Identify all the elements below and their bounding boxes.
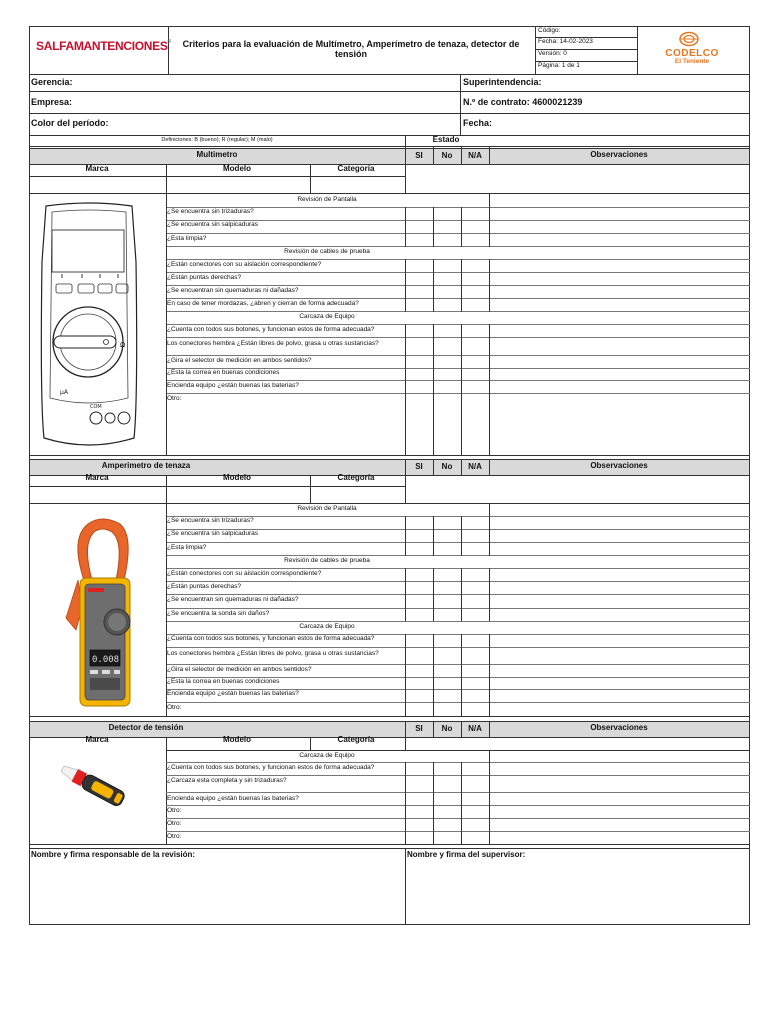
detector-q2: ¿Carcaza esta completa y sin trizaduras? (167, 777, 287, 784)
amperimetro-sec-cables: Revisión de cables de prueba (284, 557, 370, 564)
definitions-text: Definiciones: B (bueno); R (regular); M (malo) (161, 137, 273, 143)
amperimetro-q10: ¿Gira el selector de medición en ambos sentidos? (167, 666, 312, 673)
fecha-label: Fecha: (463, 118, 493, 128)
brand-logo-left: SALFA (36, 39, 74, 53)
multimetro-q3: ¿Esta limpia? (167, 235, 207, 242)
empresa-label: Empresa: (31, 97, 73, 107)
form-title-line2: tensión (334, 49, 368, 59)
amperimetro-q13: Otro: (167, 704, 182, 711)
amperimetro-sec-pantalla: Revisión de Pantalla (297, 505, 357, 512)
multimetro-q11: ¿Esta la correa en buenas condiciones (167, 369, 280, 376)
multimetro-sec-carcaza: Carcaza de Equipo (299, 313, 355, 320)
amperimetro-no-header: No (441, 462, 453, 471)
amperimetro-title: Amperimetro de tenaza (101, 461, 191, 470)
gerencia-label: Gerencia: (31, 77, 73, 87)
detector-q4: Otro: (167, 807, 182, 814)
codelco-logo-sub: El Teniente (674, 58, 710, 65)
detector-no-header: No (441, 724, 453, 733)
multimetro-q8: ¿Cuenta con todos sus botones, y funcionan estos de forma adecuada? (167, 326, 375, 333)
multimetro-modelo-header: Modelo (223, 164, 251, 173)
amperimetro-obs-header: Observaciones (590, 461, 648, 470)
amperimetro-q5: ¿Están puntas derechas? (167, 583, 242, 590)
codelco-emblem-icon (679, 31, 699, 47)
detector-title: Detector de tensión (108, 723, 184, 732)
amperimetro-q8: ¿Cuenta con todos sus botones, y funcionan estos de forma adecuada? (167, 635, 375, 642)
detector-q1: ¿Cuenta con todos sus botones, y funcionan estos de forma adecuada? (167, 764, 375, 771)
supervisor-signature-label: Nombre y firma del supervisor: (407, 850, 526, 859)
amperimetro-modelo-header: Modelo (223, 473, 251, 482)
responsible-signature-label: Nombre y firma responsable de la revisión: (31, 850, 196, 859)
detector-si-header: SI (415, 724, 423, 733)
form-title: Criterios para la evaluación de Multímetro, Amperímetro de tenaza, detector de (182, 39, 520, 49)
multimetro-q2: ¿Se encuentra sin salpicaduras (167, 221, 259, 228)
detector-categoria-header: Categoría (337, 735, 375, 744)
detector-q3: Encienda equipo ¿están buenas las baterias? (167, 795, 299, 802)
doc-page: Página: 1 de 1 (538, 62, 580, 69)
code-label: Código: (538, 27, 561, 34)
multimetro-na-header: N/A (468, 151, 482, 160)
voltage-detector-image (56, 758, 138, 816)
detector-sec-carcaza: Carcaza de Equipo (299, 752, 355, 759)
amperimetro-q3: ¿Esta limpia? (167, 544, 207, 551)
superintendencia-label: Superintendencia: (463, 77, 542, 87)
estado-header: Estado (432, 135, 460, 144)
amperimetro-na-header: N/A (468, 462, 482, 471)
multimetro-q4: ¿Están conectores con su aislación correspondiente? (167, 261, 322, 268)
amperimetro-sec-carcaza: Carcaza de Equipo (299, 623, 355, 630)
svg-text:μA: μA (60, 389, 68, 396)
multimeter-image (38, 202, 140, 450)
multimetro-categoria-header: Categoría (337, 164, 375, 173)
svg-text:COM: COM (90, 404, 102, 410)
multimetro-q12: Encienda equipo ¿están buenas las baterias? (167, 382, 299, 389)
doc-date: Fecha: 14-02-2023 (538, 38, 593, 45)
amperimetro-q2: ¿Se encuentra sin salpicaduras (167, 530, 259, 537)
multimetro-no-header: No (441, 151, 453, 160)
amperimetro-categoria-header: Categoría (337, 473, 375, 482)
detector-marca-header: Marca (85, 735, 109, 744)
amperimetro-q6: ¿Se encuentran sin quemaduras ni dañadas? (167, 596, 299, 603)
color-periodo-label: Color del período: (31, 118, 109, 128)
multimetro-sec-cables: Revisión de cables de prueba (284, 248, 370, 255)
clamp-meter-image (62, 518, 142, 712)
svg-text:0.008: 0.008 (92, 655, 120, 665)
multimetro-sec-pantalla: Revisión de Pantalla (297, 196, 357, 203)
amperimetro-si-header: SI (415, 462, 423, 471)
brand-logo-right: MANTENCIONES (73, 39, 168, 53)
detector-q6: Otro: (167, 833, 182, 840)
amperimetro-q12: Encienda equipo ¿están buenas las baterias? (167, 690, 299, 697)
detector-na-header: N/A (468, 724, 482, 733)
multimetro-q1: ¿Se encuentra sin trizaduras? (167, 208, 254, 215)
multimetro-q7: En caso de tener mordazas, ¿abren y cierran de forma adecuada? (167, 300, 359, 307)
detector-q5: Otro: (167, 820, 182, 827)
amperimetro-q4: ¿Están conectores con su aislación correspondiente? (167, 570, 322, 577)
amperimetro-q7: ¿Se encuentra la sonda sin daños? (167, 610, 270, 617)
detector-obs-header: Observaciones (590, 723, 648, 732)
multimetro-obs-header: Observaciones (590, 150, 648, 159)
multimetro-q9: Los conectores hembra ¿Están libres de polvo, grasa u otras sustancias? (167, 340, 379, 347)
codelco-logo-text: CODELCO (665, 48, 719, 59)
multimetro-title: Multimetro (196, 150, 238, 159)
amperimetro-marca-header: Marca (85, 473, 109, 482)
multimetro-si-header: SI (415, 151, 423, 160)
contract-number: N.º de contrato: 4600021239 (463, 97, 583, 107)
amperimetro-q9: Los conectores hembra ¿Están libres de polvo, grasa u otras sustancias? (167, 650, 379, 657)
amperimetro-q1: ¿Se encuentra sin trizaduras? (167, 517, 254, 524)
amperimetro-q11: ¿Esta la correa en buenas condiciones (167, 678, 280, 685)
multimetro-q5: ¿Están puntas derechas? (167, 274, 242, 281)
multimetro-marca-header: Marca (85, 164, 109, 173)
multimetro-q6: ¿Se encuentran sin quemaduras ni dañadas? (167, 287, 299, 294)
multimetro-q10: ¿Gira el selector de medición en ambos sentidos? (167, 357, 312, 364)
svg-text:Ω: Ω (120, 341, 126, 349)
doc-version: Versión: 0 (538, 50, 567, 57)
multimetro-q13: Otro: (167, 395, 182, 402)
detector-modelo-header: Modelo (223, 735, 251, 744)
brand-logo: SALFAMANTENCIONES® (36, 39, 171, 53)
